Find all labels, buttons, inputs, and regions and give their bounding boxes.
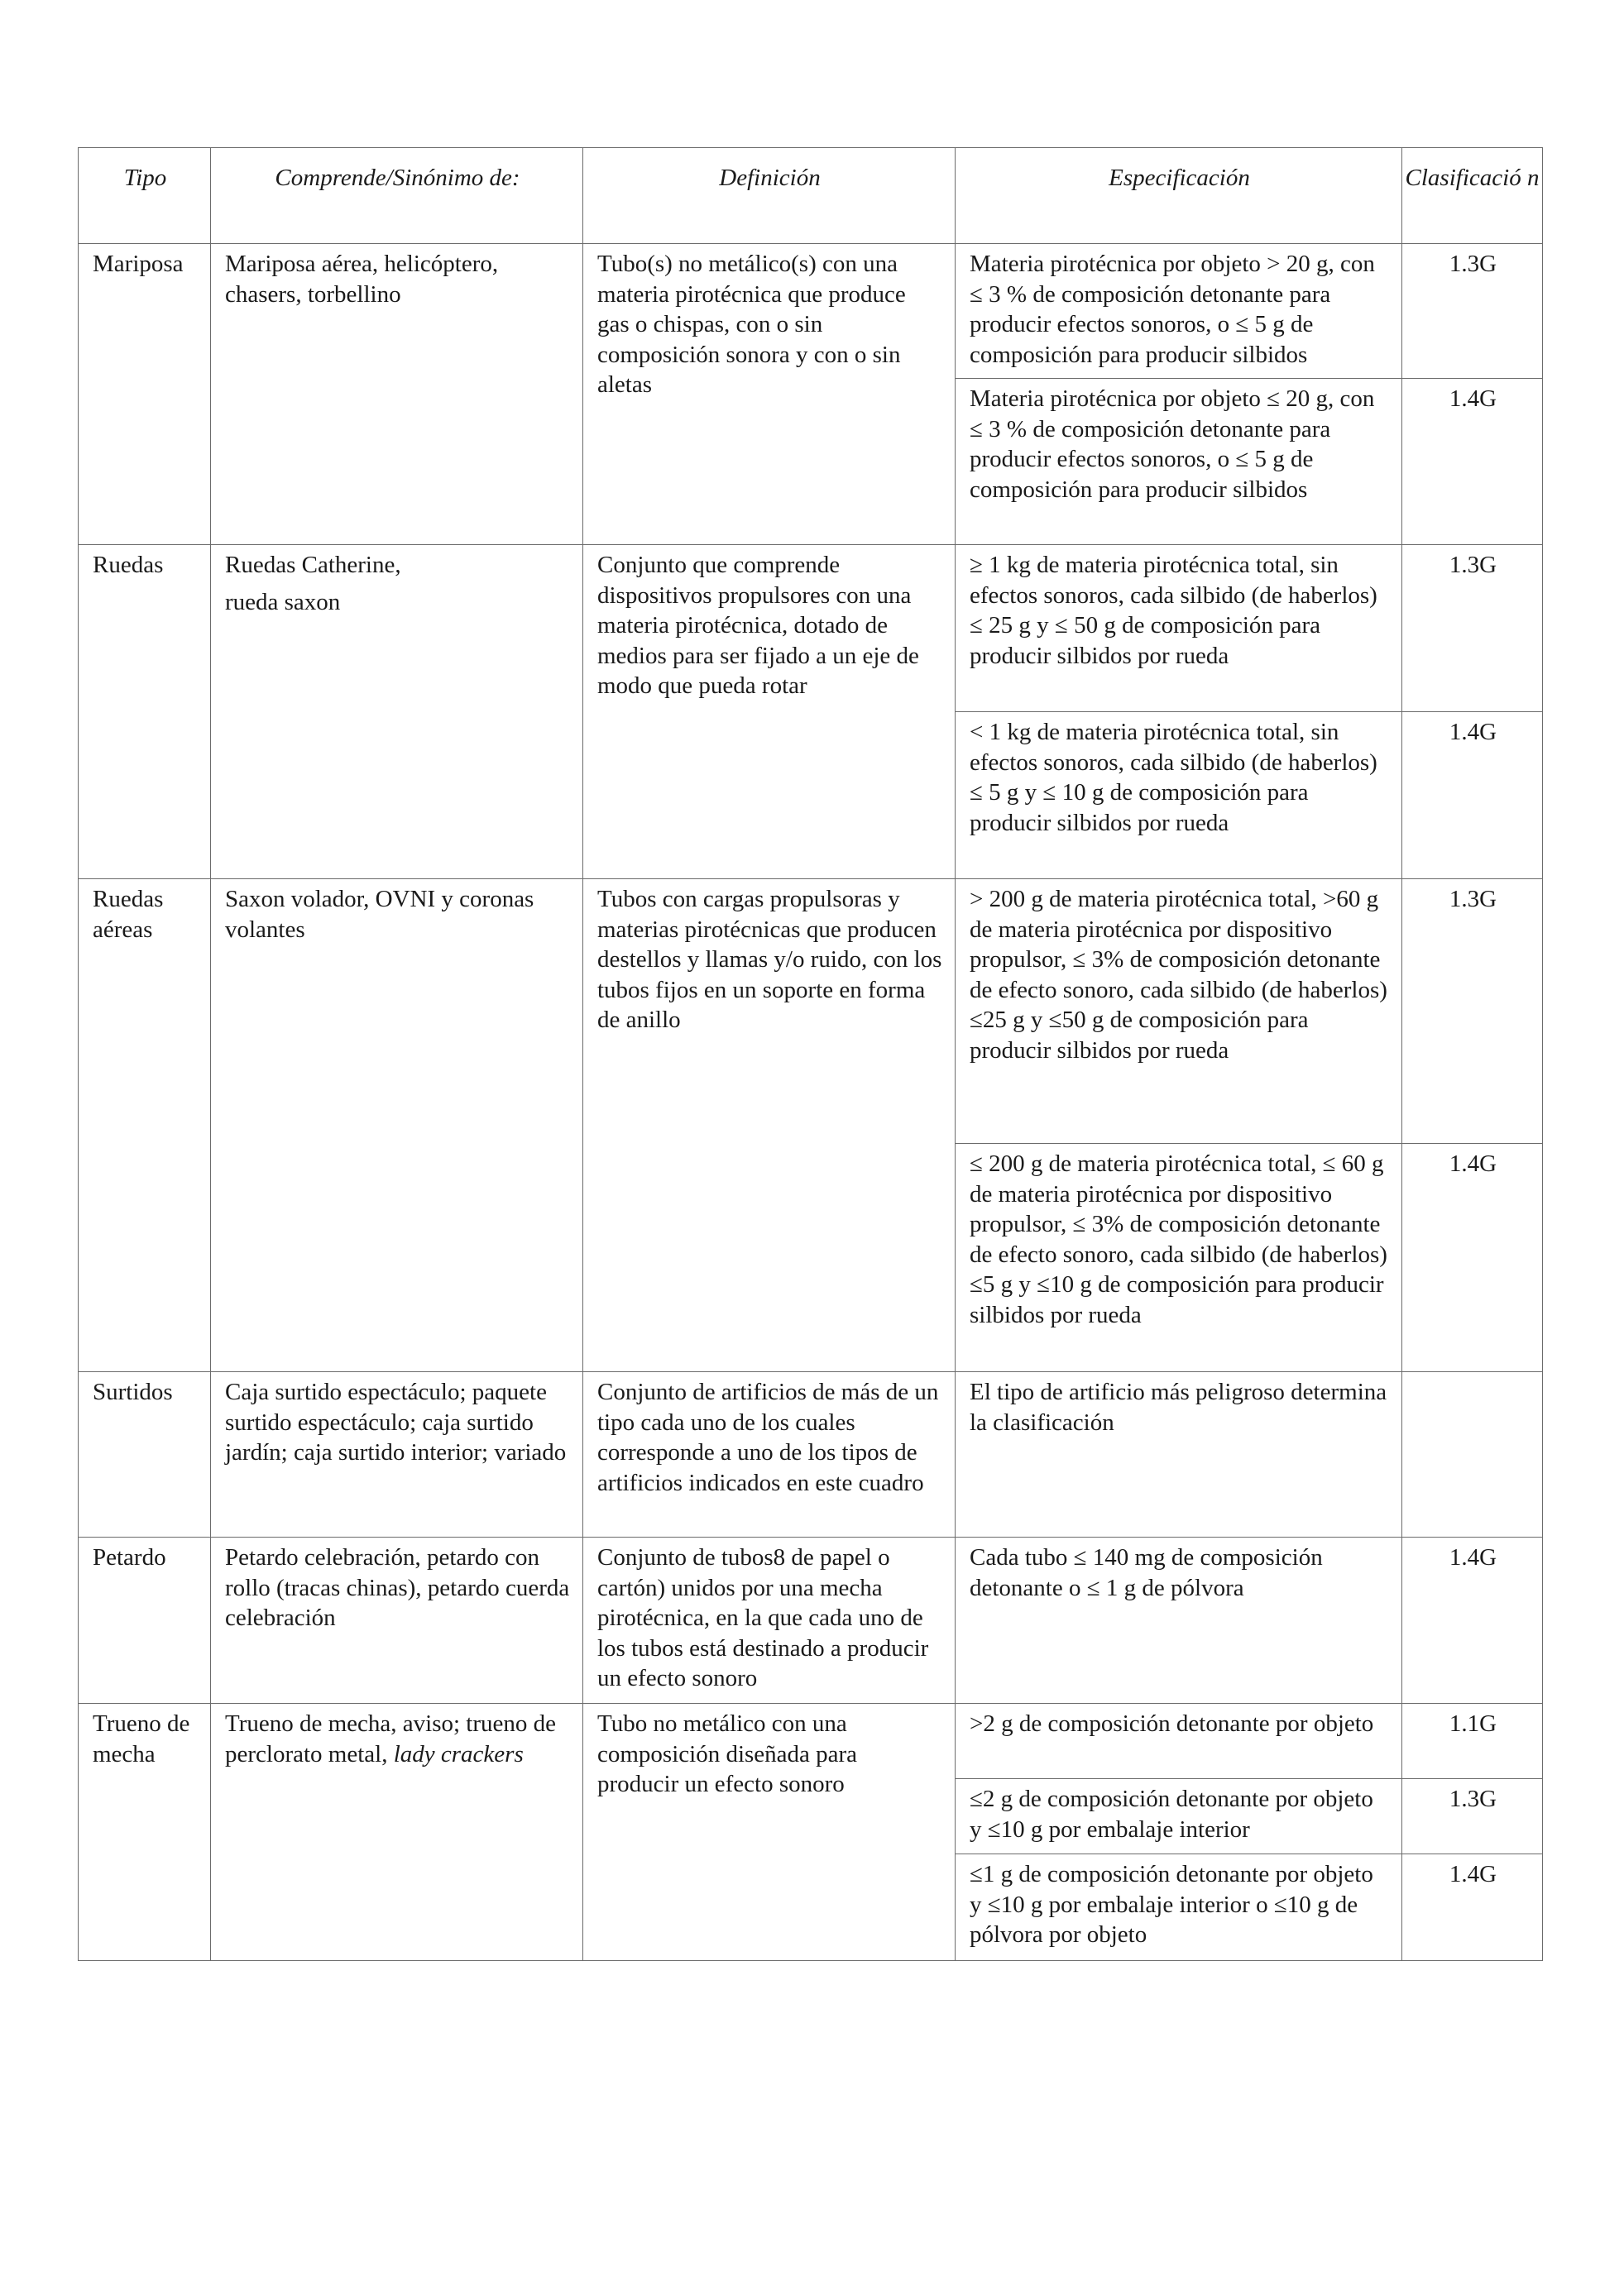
cell-clasificacion: 1.4G <box>1402 1144 1543 1372</box>
cell-clasificacion: 1.3G <box>1402 1779 1543 1854</box>
table-row <box>79 545 1543 712</box>
header-row <box>79 148 1543 244</box>
cell-definicion: Conjunto que comprende dispositivos propulsores con una materia pirotécnica, dotado de medios para ser fijado a un eje de modo que pueda rotar <box>583 545 956 879</box>
cell-especificacion: ≥ 1 kg de materia pirotécnica total, sin efectos sonoros, cada silbido (de haberlos) ≤ 25 g y ≤ 50 g de composición para producir silbidos por rueda <box>956 545 1402 712</box>
cell-especificacion: >2 g de composición detonante por objeto <box>956 1704 1402 1779</box>
cell-comprende: Petardo celebración, petardo con rollo (tracas chinas), petardo cuerda celebración <box>211 1538 583 1704</box>
fireworks-classification-table <box>78 147 1543 1961</box>
cell-especificacion: Materia pirotécnica por objeto > 20 g, con ≤ 3 % de composición detonante para producir efectos sonoros, o ≤ 5 g de composición para producir silbidos <box>956 244 1402 379</box>
cell-clasificacion: 1.4G <box>1402 712 1543 879</box>
comprende-text: Trueno de mecha, aviso; trueno de perclorato metal, <box>225 1710 556 1767</box>
cell-tipo: Trueno de mecha <box>79 1704 211 1961</box>
cell-definicion: Tubo no metálico con una composición diseñada para producir un efecto sonoro <box>583 1704 956 1961</box>
cell-clasificacion <box>1402 1372 1543 1538</box>
cell-clasificacion: 1.4G <box>1402 1538 1543 1704</box>
cell-clasificacion: 1.1G <box>1402 1704 1543 1779</box>
cell-especificacion: ≤1 g de composición detonante por objeto y ≤10 g por embalaje interior o ≤10 g de pólvora por objeto <box>956 1854 1402 1961</box>
table-row <box>79 1704 1543 1779</box>
table-row <box>79 244 1543 379</box>
comprende-line: Ruedas Catherine, <box>225 552 401 578</box>
header-definicion: Definición <box>583 148 956 244</box>
cell-comprende <box>211 545 583 879</box>
cell-clasificacion: 1.3G <box>1402 545 1543 712</box>
cell-clasificacion: 1.4G <box>1402 379 1543 545</box>
cell-comprende <box>211 1704 583 1961</box>
header-comprende: Comprende/Sinónimo de: <box>211 148 583 244</box>
cell-tipo: Mariposa <box>79 244 211 545</box>
comprende-italic: lady crackers <box>393 1740 524 1767</box>
cell-especificacion: Materia pirotécnica por objeto ≤ 20 g, con ≤ 3 % de composición detonante para producir efectos sonoros, o ≤ 5 g de composición para producir silbidos <box>956 379 1402 545</box>
cell-comprende: Saxon volador, OVNI y coronas volantes <box>211 879 583 1372</box>
cell-especificacion: Cada tubo ≤ 140 mg de composición detonante o ≤ 1 g de pólvora <box>956 1538 1402 1704</box>
header-tipo: Tipo <box>79 148 211 244</box>
cell-especificacion: ≤2 g de composición detonante por objeto y ≤10 g por embalaje interior <box>956 1779 1402 1854</box>
header-clasificacion: Clasificació n <box>1402 148 1543 244</box>
cell-tipo: Petardo <box>79 1538 211 1704</box>
cell-definicion: Tubos con cargas propulsoras y materias pirotécnicas que producen destellos y llamas y/o ruido, con los tubos fijos en un soporte en forma de anillo <box>583 879 956 1372</box>
cell-especificacion: El tipo de artificio más peligroso determina la clasificación <box>956 1372 1402 1538</box>
cell-tipo: Ruedas aéreas <box>79 879 211 1372</box>
cell-clasificacion: 1.3G <box>1402 244 1543 379</box>
table-row <box>79 1538 1543 1704</box>
cell-definicion: Conjunto de tubos8 de papel o cartón) unidos por una mecha pirotécnica, en la que cada uno de los tubos está destinado a producir un efecto sonoro <box>583 1538 956 1704</box>
header-especificacion: Especificación <box>956 148 1402 244</box>
cell-definicion: Conjunto de artificios de más de un tipo cada uno de los cuales corresponde a uno de los tipos de artificios indicados en este cuadro <box>583 1372 956 1538</box>
cell-clasificacion: 1.4G <box>1402 1854 1543 1961</box>
cell-comprende: Caja surtido espectáculo; paquete surtido espectáculo; caja surtido jardín; caja surtido interior; variado <box>211 1372 583 1538</box>
table-row <box>79 879 1543 1144</box>
comprende-line: rueda saxon <box>225 588 341 615</box>
cell-definicion: Tubo(s) no metálico(s) con una materia pirotécnica que produce gas o chispas, con o sin composición sonora y con o sin aletas <box>583 244 956 545</box>
cell-clasificacion: 1.3G <box>1402 879 1543 1144</box>
table-row <box>79 1372 1543 1538</box>
cell-especificacion: ≤ 200 g de materia pirotécnica total, ≤ 60 g de materia pirotécnica por dispositivo propulsor, ≤ 3% de composición detonante de efecto sonoro, cada silbido (de haberlos) ≤5 g y ≤10 g de composición para producir silbidos por rueda <box>956 1144 1402 1372</box>
cell-especificacion: > 200 g de materia pirotécnica total, >60 g de materia pirotécnica por dispositivo propulsor, ≤ 3% de composición detonante de efecto sonoro, cada silbido (de haberlos) ≤25 g y ≤50 g de composición para producir silbidos por rueda <box>956 879 1402 1144</box>
cell-especificacion: < 1 kg de materia pirotécnica total, sin efectos sonoros, cada silbido (de haberlos) ≤ 5 g y ≤ 10 g de composición para producir silbidos por rueda <box>956 712 1402 879</box>
cell-comprende: Mariposa aérea, helicóptero, chasers, torbellino <box>211 244 583 545</box>
cell-tipo: Ruedas <box>79 545 211 879</box>
cell-tipo: Surtidos <box>79 1372 211 1538</box>
